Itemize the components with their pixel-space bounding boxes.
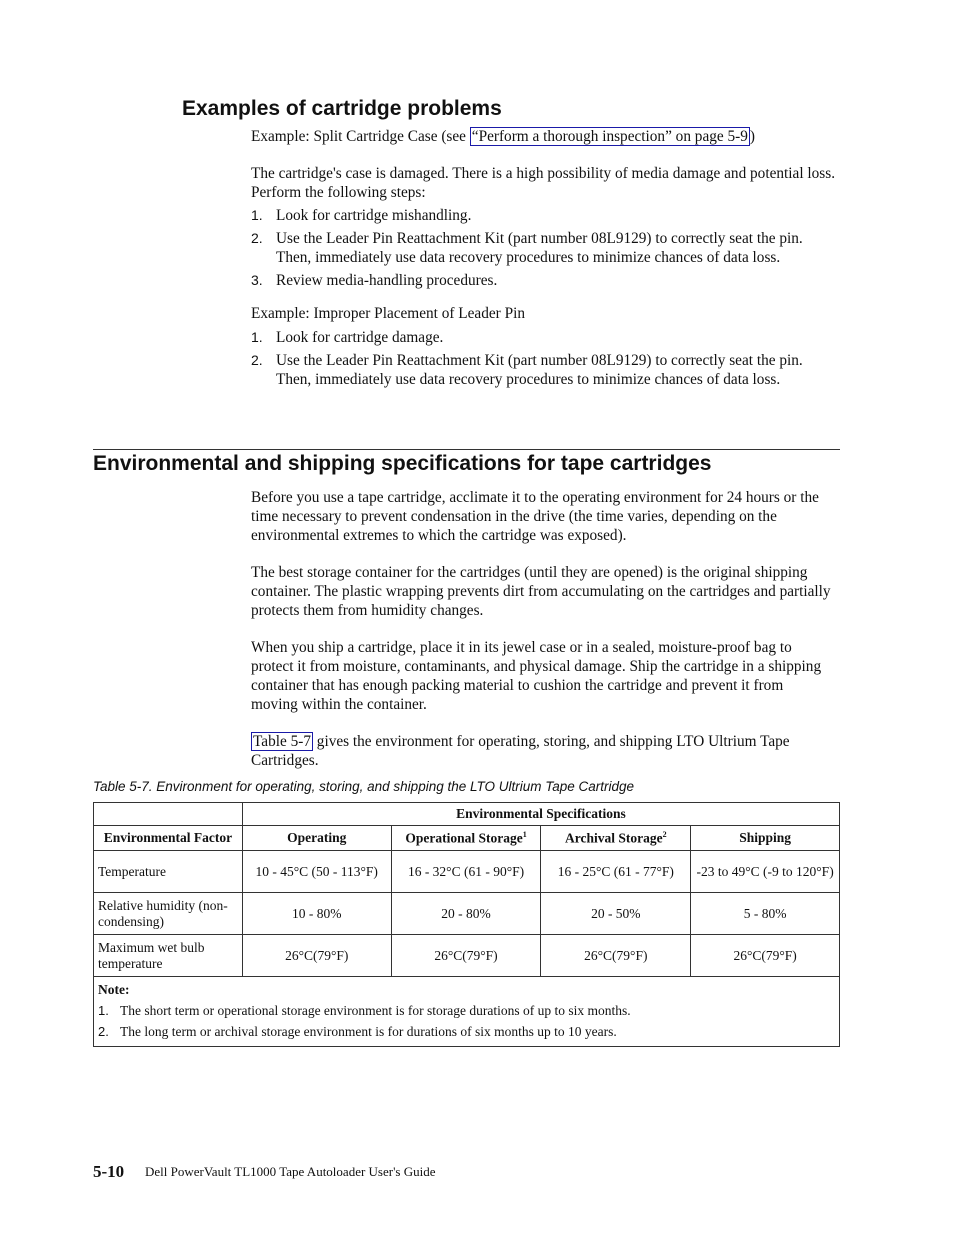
table-caption: Table 5-7. Environment for operating, storing, and shipping the LTO Ultrium Tape Cartridge bbox=[93, 779, 635, 794]
table-reference-paragraph: Table 5-7 gives the environment for operating, storing, and shipping LTO Ultrium Tape Cartridges. bbox=[251, 733, 790, 769]
storage-paragraph: The best storage container for the cartridges (until they are opened) is the original shipping container. The plastic wrapping prevents dirt from accumulating on the cartridges and partially protects them from humidity changes. bbox=[251, 564, 831, 619]
note-item: 2. The long term or archival storage environment is for durations of six months up to 10 years. bbox=[98, 1024, 617, 1039]
environment-table bbox=[93, 802, 840, 1047]
group-header: Environmental Specifications bbox=[242, 803, 839, 826]
list-item: 3. Review media-handling procedures. bbox=[251, 272, 498, 289]
note-item: 1. The short term or operational storage environment is for storage durations of up to six months. bbox=[98, 1003, 631, 1018]
table-notes bbox=[94, 977, 840, 1047]
section-heading-cartridge-problems: Examples of cartridge problems bbox=[182, 97, 502, 120]
list-item: 2. Use the Leader Pin Reattachment Kit (part number 08L9129) to correctly seat the pin. Then, immediately use data recovery procedures to minimize chances of data loss. bbox=[251, 352, 803, 388]
table-link[interactable]: Table 5-7 bbox=[253, 733, 311, 750]
header-factor: Environmental Factor bbox=[94, 826, 243, 851]
section-heading-environmental: Environmental and shipping specifications for tape cartridges bbox=[93, 452, 712, 475]
steps-list-2 bbox=[251, 328, 841, 389]
example1-prefix: Example: Split Cartridge Case (see bbox=[251, 128, 470, 145]
header-archival: Archival Storage$^2$ bbox=[541, 826, 691, 851]
header-operating: Operating bbox=[242, 826, 391, 851]
page-number: 5-10 bbox=[93, 1162, 125, 1181]
table-row: Maximum wet bulb temperature 26°C(79°F) 26°C(79°F) 26°C(79°F) 26°C(79°F) bbox=[94, 935, 840, 977]
example-split-case bbox=[251, 127, 841, 146]
list-item: 1. Look for cartridge mishandling. bbox=[251, 207, 472, 224]
example1-suffix: ) bbox=[749, 128, 756, 145]
table-row: Relative humidity (non-condensing) 10 - 80% 20 - 80% 20 - 50% 5 - 80% bbox=[94, 893, 840, 935]
header-shipping: Shipping bbox=[691, 826, 840, 851]
footer-title: Dell PowerVault TL1000 Tape Autoloader User's Guide bbox=[145, 1164, 436, 1179]
header-op-storage: Operational Storage$^1$ bbox=[391, 826, 541, 851]
note-label: Note: bbox=[98, 982, 130, 997]
section-divider bbox=[93, 449, 840, 450]
steps-list-1 bbox=[251, 206, 841, 290]
list-item: 2. Use the Leader Pin Reattachment Kit (part number 08L9129) to correctly seat the pin. Then, immediately use data recovery procedures to minimize chances of data loss. bbox=[251, 230, 803, 266]
list-item: 1. Look for cartridge damage. bbox=[251, 329, 444, 346]
inspection-link[interactable]: “Perform a thorough inspection” on page 5-9 bbox=[471, 128, 748, 145]
example-leader-pin: Example: Improper Placement of Leader Pin bbox=[251, 305, 525, 322]
shipping-paragraph: When you ship a cartridge, place it in its jewel case or in a sealed, moisture-proof bag to protect it from moisture, contaminants, and physical damage. Ship the cartridge in a shipping container that has enough packing material to cushion the cartridge and prevent it from moving within the container. bbox=[251, 639, 822, 713]
acclimate-paragraph: Before you use a tape cartridge, acclimate it to the operating environment for 24 hours or the time necessary to prevent condensation in the drive (the time varies, depending on the environmental extremes to which the cartridge was exposed). bbox=[251, 489, 819, 544]
table-row: Temperature 10 - 45°C (50 - 113°F) 16 - 32°C (61 - 90°F) 16 - 25°C (61 - 77°F) -23 to 49°C (-9 to 120°F) bbox=[94, 851, 840, 893]
damage-paragraph: The cartridge's case is damaged. There is a high possibility of media damage and potential loss. Perform the following steps: bbox=[251, 165, 836, 201]
table-corner bbox=[94, 803, 243, 826]
